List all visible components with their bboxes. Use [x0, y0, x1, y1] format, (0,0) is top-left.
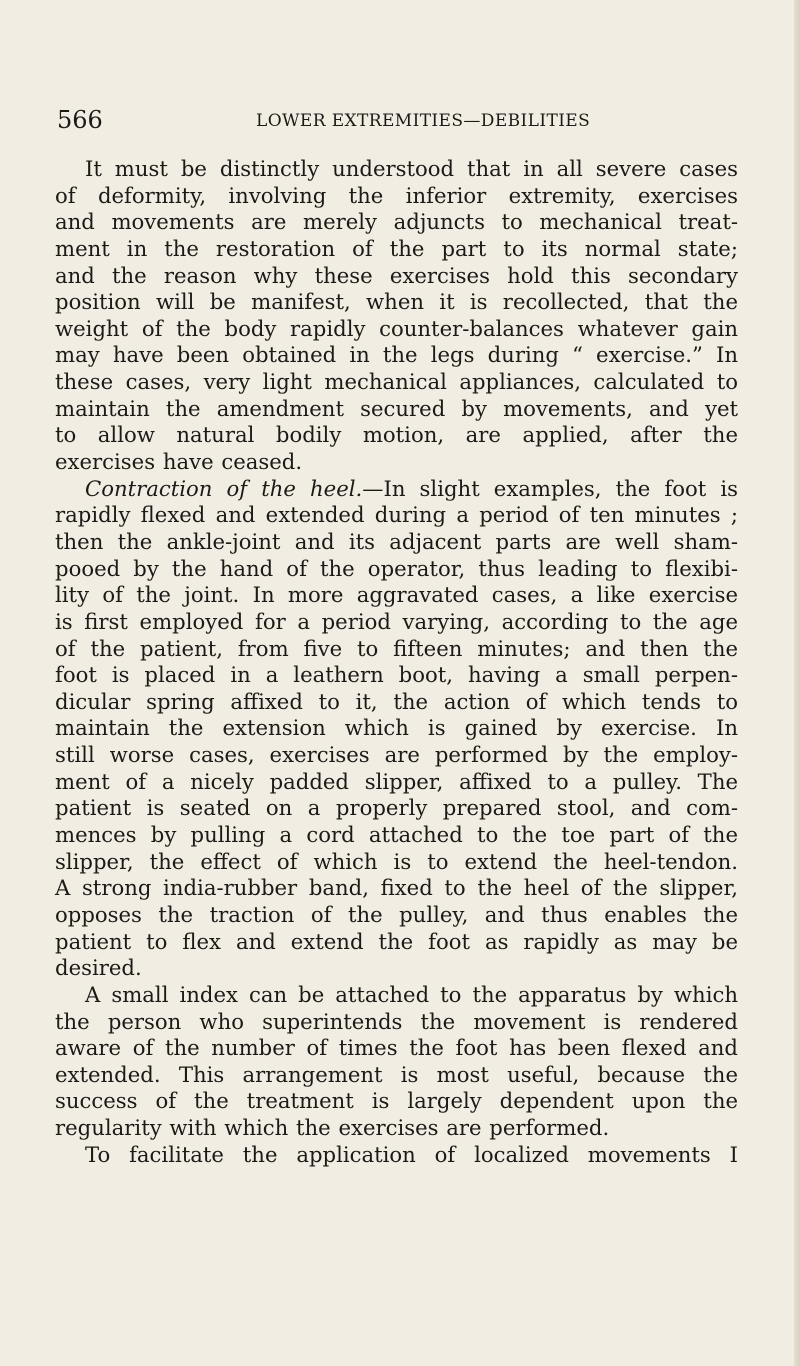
- text-line: ment of a nicely padded slipper, affixed to a pulley. The: [55, 768, 738, 794]
- text-line: exercises have ceased.: [55, 449, 303, 475]
- text-line: and the reason why these exercises hold this secondary: [55, 262, 738, 288]
- text-line: maintain the amendment secured by movements, and yet: [55, 395, 738, 421]
- section-heading-continuation: —In slight examples, the foot is: [362, 475, 738, 501]
- section-heading: Contraction of the heel.: [85, 475, 363, 501]
- text-line: aware of the number of times the foot has been flexed and: [55, 1035, 738, 1061]
- text-line: slipper, the effect of which is to extend the heel-tendon.: [55, 848, 738, 874]
- text-line: success of the treatment is largely dependent upon the: [55, 1088, 738, 1114]
- page-number: 566: [57, 106, 103, 134]
- text-line: position will be manifest, when it is recollected, that the: [55, 289, 738, 315]
- text-line: to allow natural bodily motion, are applied, after the: [55, 422, 738, 448]
- text-line: and movements are merely adjuncts to mechanical treat-: [55, 209, 738, 235]
- text-line: patient to flex and extend the foot as rapidly as may be: [55, 928, 738, 954]
- text-line: patient is seated on a properly prepared stool, and com-: [55, 795, 738, 821]
- text-line: may have been obtained in the legs during “ exercise.” In: [55, 342, 738, 368]
- text-line: pooed by the hand of the operator, thus leading to flexibi-: [55, 555, 738, 581]
- text-line: A small index can be attached to the apparatus by which: [85, 981, 738, 1007]
- text-line: opposes the traction of the pulley, and thus enables the: [55, 901, 738, 927]
- page-header: [0, 100, 800, 140]
- text-line: weight of the body rapidly counter-balances whatever gain: [55, 315, 738, 341]
- section-heading-line: [55, 476, 738, 503]
- text-line: To facilitate the application of localized movements I: [85, 1141, 738, 1167]
- text-line: rapidly flexed and extended during a period of ten minutes ;: [55, 502, 738, 528]
- text-line: lity of the joint. In more aggravated cases, a like exercise: [55, 582, 738, 608]
- text-line: It must be distinctly understood that in all severe cases: [85, 156, 738, 181]
- text-line: then the ankle-joint and its adjacent parts are well sham-: [55, 528, 738, 554]
- text-line: the person who superintends the movement is rendered: [55, 1008, 738, 1034]
- text-line: ment in the restoration of the part to its normal state;: [55, 235, 738, 261]
- running-head: LOWER EXTREMITIES—DEBILITIES: [256, 111, 591, 131]
- text-line: foot is placed in a leathern boot, having a small perpen-: [55, 662, 738, 688]
- text-line: of deformity, involving the inferior extremity, exercises: [55, 182, 738, 208]
- text-line: extended. This arrangement is most useful, because the: [55, 1061, 738, 1087]
- text-line: these cases, very light mechanical appliances, calculated to: [55, 369, 738, 395]
- text-line: is first employed for a period varying, according to the age: [55, 608, 738, 634]
- page-edge: [794, 0, 800, 1366]
- text-line: of the patient, from five to fifteen minutes; and then the: [55, 635, 738, 661]
- text-line: maintain the extension which is gained by exercise. In: [55, 715, 738, 741]
- text-line: A strong india-rubber band, fixed to the heel of the slipper,: [55, 875, 738, 901]
- text-line: desired.: [55, 955, 142, 981]
- text-line: regularity with which the exercises are performed.: [55, 1115, 610, 1141]
- text-line: still worse cases, exercises are performed by the employ-: [55, 742, 738, 768]
- text-line: mences by pulling a cord attached to the toe part of the: [55, 822, 738, 848]
- body-text: [55, 156, 738, 1168]
- text-line: dicular spring affixed to it, the action of which tends to: [55, 688, 738, 714]
